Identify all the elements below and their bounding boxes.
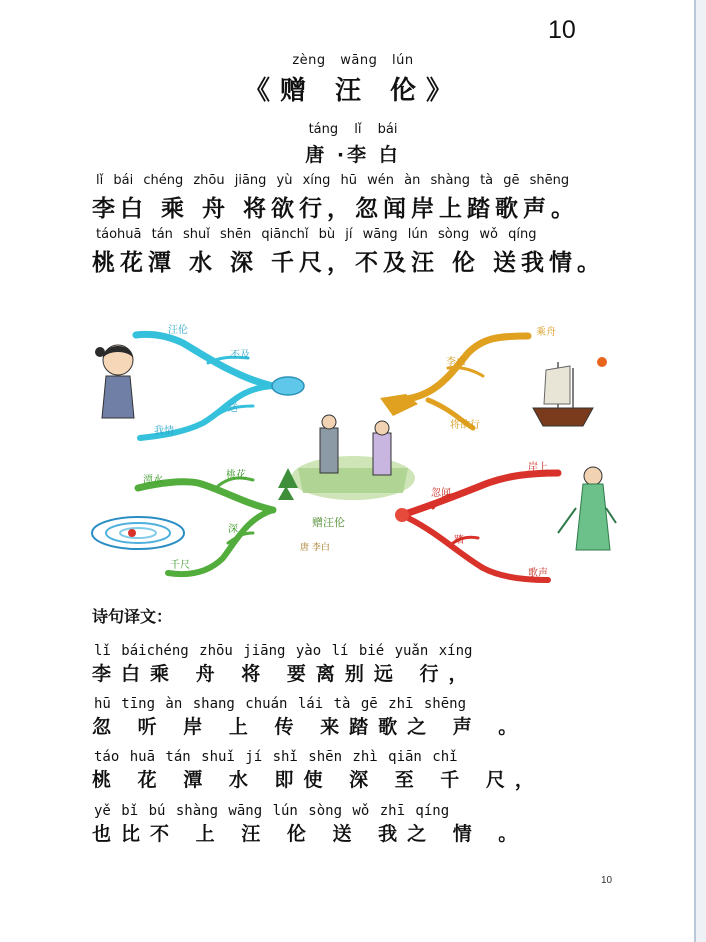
mm-label-libai: 李白 [446,357,466,368]
cloud-icon [272,377,304,395]
poem-line-1-pinyin: lǐ bái chéng zhōu jiāng yù xíng hū wén àn shàng tà gē shēng [96,173,570,188]
mind-map-illustration [88,318,618,590]
mm-label-tanshui: 潭水 [143,475,163,486]
woman-figure-icon [558,467,616,550]
poem-line-2-pinyin: táohuā tán shuǐ shēn qiānchǐ bù jí wāng lún sòng wǒ qíng [96,227,537,242]
translation-heading: 诗句译文： [92,607,173,626]
water-swirl-icon [92,517,184,549]
mm-center-title: 赠汪伦 [312,516,345,529]
sun-icon [597,357,607,367]
translation-line-2: 忽 听 岸 上 传 来踏歌之 声 。 [92,716,528,738]
girl-figure-icon [95,345,134,418]
mm-label-anshang: 岸上 [528,462,548,473]
center-scene-illustration [278,415,415,500]
mm-label-huwen: 忽闻 [431,488,451,499]
translation-line-4: 也比不 上 汪 伦 送 我之 情 。 [92,823,528,845]
orange-branch [398,336,528,428]
poem-author: 唐 ·李 白 [305,144,401,166]
poem-title: 《赠 汪 伦》 [243,76,463,106]
mm-label-ta: 踏 [454,535,464,546]
translation-line-4-pinyin: yě bǐ bú shàng wāng lún sòng wǒ zhī qíng [94,803,450,819]
flower-icon [395,508,409,522]
translation-line-2-pinyin: hū tīng àn shang chuán lái tà gē zhī shēng [94,696,467,712]
page-number-bottom: 10 [601,875,613,886]
mm-label-chengzhou: 乘舟 [536,327,556,338]
mm-label-song: 送 [228,403,238,414]
mm-label-buji: 不及 [230,350,250,361]
title-pinyin: zèng wāng lún [292,53,414,68]
mm-label-woqing: 我情 [154,426,174,437]
translation-line-3-pinyin: táo huā tán shuǐ jí shǐ shēn zhì qiān chǐ [94,749,458,765]
mm-label-gesheng: 歌声 [528,568,548,579]
ship-icon [533,362,593,426]
mm-label-wanglun: 汪伦 [168,325,188,336]
poem-line-2: 桃花潭 水 深 千尺，不及汪 伦 送我情。 [92,250,606,276]
author-pinyin: táng lǐ bái [308,122,398,137]
cyan-branch [136,334,273,438]
mm-label-qianchi: 千尺 [170,560,190,571]
page-number-top: 10 [548,16,576,44]
mm-center-author: 唐 李白 [300,543,330,553]
tree-icon [278,486,294,500]
translation-line-3: 桃 花 潭 水 即使 深 至 千 尺， [92,769,544,791]
poem-line-1: 李白 乘 舟 将欲行，忽闻岸上踏歌声。 [92,196,580,222]
mm-label-shen: 深 [228,524,238,535]
translation-line-1-pinyin: lǐ báichéng zhōu jiāng yào lí bié yuǎn xíng [94,643,473,659]
mm-label-taohua: 桃花 [226,470,246,481]
mm-label-jiangyuxing: 将欲行 [450,420,480,431]
translation-line-1: 李白乘 舟 将 要离别远 行， [92,663,478,685]
